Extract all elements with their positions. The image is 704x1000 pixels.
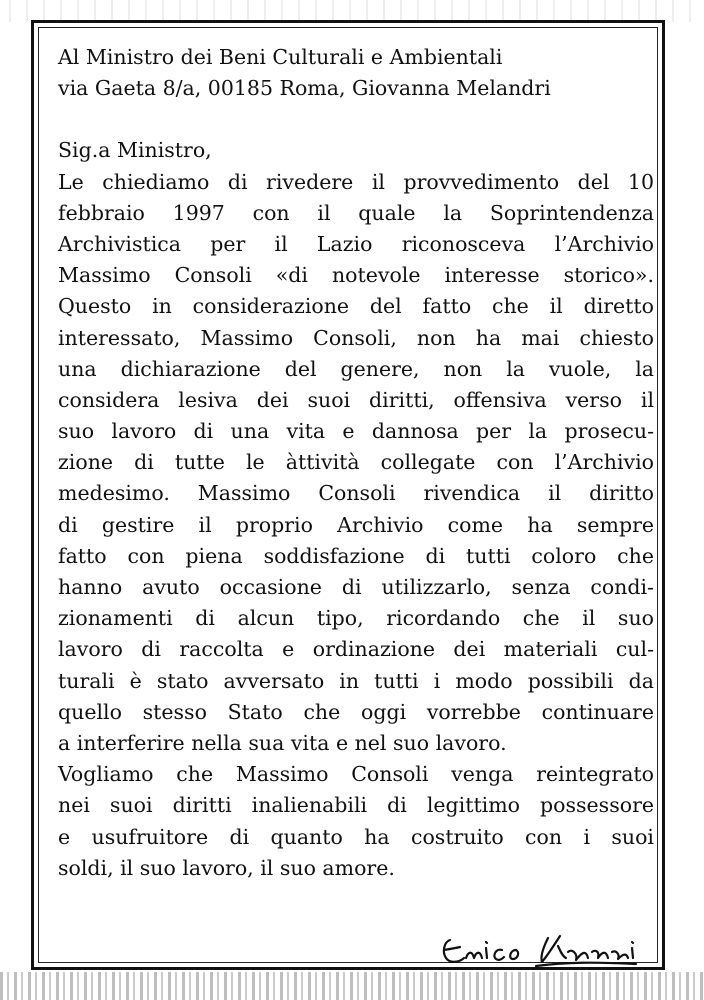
recipient-address-line: via Gaeta 8/a, 00185 Roma, Giovanna Melandri [58, 76, 551, 101]
body-line: febbraio 1997 con il quale la Soprintendenza [58, 200, 654, 225]
body-line: fatto con piena soddisfazione di tutti coloro che [58, 543, 654, 568]
salutation: Sig.a Ministro, [58, 138, 212, 163]
paragraph-gap [58, 104, 654, 135]
body-line: zione di tutte le àttività collegate con l’Archivio [58, 450, 654, 475]
body-line: turali è stato avversato in tutti i modo possibili da [58, 668, 654, 693]
body-line: a interferire nella sua vita e nel suo lavoro. [58, 730, 507, 755]
body-line: hanno avuto occasione di utilizzarlo, senza condi- [58, 575, 654, 599]
body-line: soldi, il suo lavoro, il suo amore. [58, 855, 395, 880]
letter-body [58, 42, 654, 884]
body-line: Massimo Consoli «di notevole interesse storico». [58, 263, 654, 288]
body-line: zionamenti di alcun tipo, ricordando che il suo [58, 606, 654, 631]
body-line: medesimo. Massimo Consoli rivendica il diritto [58, 481, 654, 506]
body-line: Archivistica per il Lazio riconosceva l’Archivio [58, 231, 654, 256]
body-line: considera lesiva dei suoi diritti, offensiva verso il [58, 387, 654, 412]
scan-edge-bottom [0, 972, 704, 1000]
body-line: Vogliamo che Massimo Consoli venga reintegrato [58, 762, 654, 787]
handwritten-signature [436, 928, 642, 974]
body-line: lavoro di raccolta e ordinazione dei materiali cul- [58, 637, 654, 662]
recipient-line: Al Ministro dei Beni Culturali e Ambientali [58, 45, 503, 69]
body-line: una dichiarazione del genere, non la vuole, la [58, 356, 654, 381]
body-line: Questo in considerazione del fatto che il diretto [58, 294, 654, 319]
body-line: interessato, Massimo Consoli, non ha mai chiesto [58, 325, 654, 350]
body-line: nei suoi diritti inalienabili di legittimo possessore [58, 793, 654, 818]
body-line: Le chiediamo di rivedere il provvedimento del 10 [58, 169, 654, 194]
body-line: di gestire il proprio Archivio come ha sempre [58, 512, 654, 537]
scan-edge-top [0, 0, 704, 22]
body-line: quello stesso Stato che oggi vorrebbe continuare [58, 699, 654, 724]
body-line: suo lavoro di una vita e dannosa per la prosecu- [58, 419, 654, 444]
signature-scribble [436, 928, 642, 974]
body-line: e usufruitore di quanto ha costruito con i suoi [58, 824, 654, 849]
